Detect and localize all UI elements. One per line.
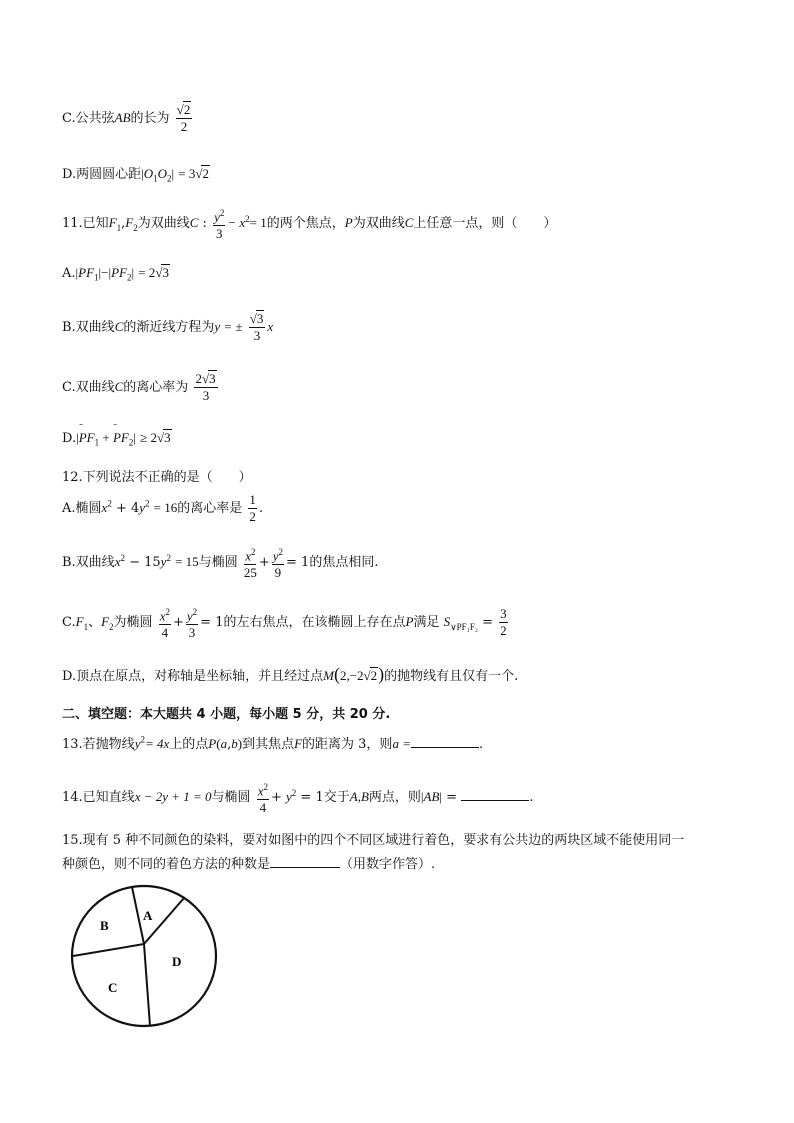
q13: 13.若抛物线$y^2= 4x$上的点P(a,b)到其焦点F的距离为 3，则a = .	[62, 734, 484, 752]
q12-stem: 12.下列说法不正确的是（ ）	[62, 470, 252, 485]
divider-bc	[73, 944, 144, 956]
label-c: C	[108, 980, 118, 995]
q12-option-d: D.顶点在原点，对称轴是坐标轴，并且经过点M(2,−2√2)的抛物线有且仅有一个.	[62, 664, 519, 684]
q14: 14.已知直线x − 2y + 1 = 0与椭圆 $\frac{x^2}{4}$ + $y^2 = 1$交于A,B两点，则|AB| = .	[62, 782, 534, 816]
label-d: D	[172, 954, 182, 969]
divider-cd	[144, 944, 150, 1026]
fraction: $\frac{√2}{2}$	[176, 102, 191, 134]
q11-option-d: D.|ᵕᵕᵕ $PF_1$ + ᵕᵕᵕ $PF_2| \ge 2√3$	[62, 430, 172, 448]
q15-line2: 种颜色，则不同的着色方法的种数是 （用数字作答）.	[62, 857, 436, 872]
section-title: 二、填空题：本大题共 4 小题，每小题 5 分，共 20 分.	[62, 707, 391, 722]
q15-line1: 15.现有 5 种不同颜色的染料，要对如图中的四个不同区域进行着色，要求有公共边的两块区域不能使用同一	[62, 833, 685, 848]
label-b: B	[100, 918, 109, 933]
q10-option-d: D.两圆圆心距$|O_1O_2| = 3√2$	[62, 166, 209, 184]
q11-option-b: B.双曲线C的渐近线方程为y = ± $\frac{√3}{3}$ x	[62, 311, 274, 343]
q11-option-a: $A.|PF_1|-|PF_2| = 2√3$	[62, 265, 169, 283]
q11-option-c: C.双曲线C的离心率为 $\frac{2√3}{3}$	[62, 371, 216, 403]
q11-stem: 11.已知$F_1,F_2$为双曲线C : $\frac{y^2}{3}$ − $x^2= 1$的两个焦点，P为双曲线C上任意一点，则（ ）	[62, 208, 557, 242]
q10-option-c: C.公共弦AB的长为 $\frac{√2}{2}$	[62, 102, 191, 134]
region-coloring-figure	[66, 880, 222, 1032]
answer-blank[interactable]	[461, 788, 529, 801]
q12-option-b: B.双曲线$x^2 - 15y^2 = 15$与椭圆 $\frac{x^2}{25}$ + $\frac{y^2}{9}$ = 1的焦点相同.	[62, 547, 379, 581]
q12-option-a: A.椭圆$x^2 + 4y^2 = 16$的离心率是 $\frac{1}{2}$ .	[62, 492, 264, 524]
q12-option-c: $C.F_1$、$F_2$为椭圆 $\frac{x^2}{4}$ + $\frac{y^2}{3}$ = 1的左右焦点，在该椭圆上存在点P满足 $S_{\vee PF_1F_2}$ = $\frac{3}{2}$	[62, 606, 507, 641]
answer-blank[interactable]	[270, 855, 340, 868]
answer-blank[interactable]	[411, 735, 479, 748]
label-a: A	[143, 908, 153, 923]
